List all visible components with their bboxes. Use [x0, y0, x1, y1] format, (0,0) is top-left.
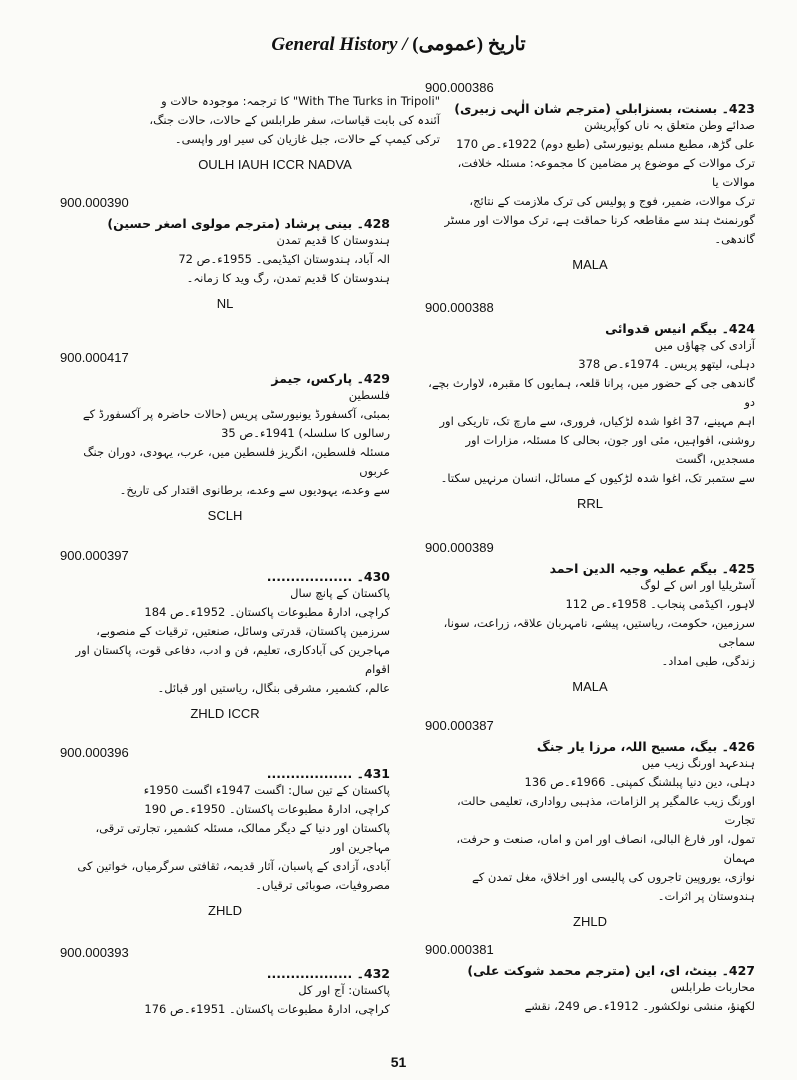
entry-426: [425, 718, 755, 929]
entry-425: [425, 540, 755, 694]
entry-line: گاندھی۔: [714, 232, 755, 246]
entry-line: ہندوستان کا قدیم تمدن، رگ وید کا زمانہ۔: [186, 271, 390, 285]
entry-heading: 426۔ بیگ، مسیح اللہ، مرزا یار جنگ: [536, 739, 755, 754]
entry-line: پاکستان اور دنیا کے دیگر ممالک، مسئلہ کشمیر، تجارتی ترقی، مہاجرین اور: [95, 821, 390, 854]
library-code: ZHLD ICCR: [190, 706, 260, 721]
entry-line: لکھنؤ، منشی نولکشور۔ 1912ء۔ص 249، نقشے: [524, 999, 755, 1013]
header-urdu: تاریخ (عمومی): [412, 34, 526, 55]
entry-line: کراچی، ادارۂ مطبوعات پاکستان۔ 1952ء۔ص 184: [144, 605, 390, 619]
entry-432: [60, 945, 390, 1019]
entry-line: "With The Turks in Tripoli" کا ترجمہ: موجودہ حالات و: [161, 94, 440, 108]
library-code: NL: [216, 296, 234, 311]
entry-line: صدائے وطن متعلق بہ ناں کوآپریشن: [584, 118, 755, 132]
entry-heading: 424۔ بیگم انیس قدوائی: [605, 321, 755, 336]
entry-428: [60, 195, 390, 311]
entry-line: ہندوستان کا قدیم تمدن: [276, 233, 390, 247]
entry-line: مہاجرین کی آبادکاری، تعلیم، فن و ادب، دفاعی قوت، پاکستان اور اقوام: [75, 643, 390, 676]
accession-number: 900.000387: [425, 718, 494, 733]
accession-number: 900.000390: [60, 195, 129, 210]
entry-line: ہندعہد اورنگ زیب میں: [641, 756, 755, 770]
entry-line: گورنمنٹ ہند سے مقاطعہ کرنا حماقت ہے، ترک موالات اور مسٹر: [444, 213, 755, 227]
entry-line: سے ستمبر تک، اغوا شدہ لڑکیوں کے مسائل، انسان مرنہیں سکتا۔: [440, 471, 755, 485]
accession-number: 900.000396: [60, 745, 129, 760]
entry-line: دہلی، لیتھو پریس۔ 1974ء۔ص 378: [578, 357, 755, 371]
library-code: MALA: [572, 257, 608, 272]
entry-line: بمبئی، آکسفورڈ یونیورسٹی پریس (حالات حاضرہ پر آکسفورڈ کے: [82, 407, 390, 421]
header-english: General History /: [271, 34, 408, 55]
page-number: 51: [390, 1054, 407, 1070]
entry-line: زندگی، طبی امداد۔: [661, 654, 755, 668]
entry-line: سرزمین پاکستان، قدرتی وسائل، صنعتیں، ترقیات کے منصوبے،: [96, 624, 390, 638]
accession-number: 900.000388: [425, 300, 494, 315]
entry-line: الہ آباد، ہندوستان اکیڈیمی۔ 1955ء۔ص 72: [178, 252, 390, 266]
entry-line: ترکی کیمپ کے حالات، جبل غازیان کی سیر اور واپسی۔: [174, 132, 440, 146]
entry-line: پاکستان: آج اور کل: [298, 983, 390, 997]
entry-line: لاہور، اکیڈمی پنجاب۔ 1958ء۔ص 112: [565, 597, 755, 611]
entry-heading: 429۔ پارکس، جیمز: [271, 371, 390, 386]
entry-heading: 431۔ ..................: [266, 766, 390, 781]
entry-line: آئندہ کی بابت قیاسات، سفر طرابلس کے حالات، حالات جنگ،: [149, 113, 440, 127]
accession-number: 900.000393: [60, 945, 129, 960]
entry-431: [60, 745, 390, 918]
entry-427: [425, 942, 755, 1016]
entry-line: سے وعدے، یہودیوں سے وعدے، برطانوی اقتدار کی تاریخ۔: [119, 483, 390, 497]
entry-424: [425, 300, 755, 511]
entry-line: محاربات طرابلس: [670, 980, 755, 994]
entry-line: پاکستان کے پانچ سال: [290, 586, 390, 600]
entry-heading: 430۔ ..................: [266, 569, 390, 584]
entry-line: فلسطین: [348, 388, 390, 402]
entry-line: نوازی، یوروپین تاجروں کی پالیسی اور اخلاق، مغل تمدن کے: [472, 870, 755, 884]
entry-line: گاندھی جی کے حضور میں، پرانا قلعہ، ہمایوں کا مقبرہ، لاوارث بچے، دو: [428, 376, 755, 409]
entry-line: عالم، کشمیر، مشرقی بنگال، ریاستیں اور قبائل۔: [157, 681, 390, 695]
entry-line: مصروفیات، صوبائی ترقیاں۔: [255, 878, 390, 892]
entry-heading: 427۔ بینٹ، ای، این (مترجم محمد شوکت علی): [467, 963, 755, 978]
library-code: MALA: [572, 679, 608, 694]
entry-heading: 432۔ ..................: [266, 966, 390, 981]
entry-423: [425, 80, 755, 272]
entry-line: مسئلہ فلسطین، انگریز فلسطین میں، عرب، یہودی، دوران جنگ عربوں: [83, 445, 390, 478]
entry-line: کراچی، ادارۂ مطبوعات پاکستان۔ 1951ء۔ص 176: [144, 1002, 390, 1016]
entry-line: ترک موالات، ضمیر، فوج و پولیس کی ترک ملازمت کے نتائج،: [469, 194, 755, 208]
entry-line: روشنی، افواہیں، مئی اور جون، بحالی کا مسئلہ، مزارات اور مسجدیں، اگست: [465, 433, 755, 466]
library-code: RRL: [576, 496, 603, 511]
accession-number: 900.000397: [60, 548, 129, 563]
entry-heading: 425۔ بیگم عطیہ وجیہ الدین احمد: [549, 561, 755, 576]
entry-line: پاکستان کے تین سال: اگست 1947ء اگست 1950ء: [143, 783, 390, 797]
entry-line: سرزمین، حکومت، ریاستیں، پیشے، نامہربان علاقہ، زراعت، سونا، سماجی: [443, 616, 755, 649]
entry-line: علی گڑھ، مطبع مسلم یونیورسٹی (طبع دوم) 1922ء۔ص 170: [456, 137, 755, 151]
entry-line: رسالوں کا سلسلہ) 1941ء۔ص 35: [221, 426, 390, 440]
library-code: ZHLD: [573, 914, 607, 929]
entry-line: دہلی، دین دنیا پبلشنگ کمپنی۔ 1966ء۔ص 136: [524, 775, 755, 789]
page-header: [0, 33, 797, 56]
accession-number: 900.000381: [425, 942, 494, 957]
entry-line: ترک موالات کے موضوع پر مضامین کا مجموعہ: مسئلہ خلافت، موالات یا: [457, 156, 755, 189]
entry-heading: 423۔ بسنت، بسنزابلی (مترجم شان الٰہی زبیری): [454, 101, 755, 116]
entry-line: اہم مہینے، 37 اغوا شدہ لڑکیاں، فروری، سے مارچ تک، تاریکی اور: [439, 414, 755, 428]
entry-line: آزادی کی چھاؤں میں: [654, 338, 755, 352]
entry-430: [60, 548, 390, 721]
entry-line: آبادی، آزادی کے پاسبان، آثار قدیمہ، ثقافتی سرگرمیاں، خواتین کی: [77, 859, 390, 873]
entry-line: ہندوستان پر اثرات۔: [657, 889, 755, 903]
accession-number: 900.000389: [425, 540, 494, 555]
entry-line: اورنگ زیب عالمگیر پر الزامات، مذہبی رواداری، تعلیمی حالت، تجارت: [456, 794, 755, 827]
accession-number: 900.000386: [425, 80, 494, 95]
continuation-entry: [110, 92, 440, 172]
entry-line: تمول، اور فارغ البالی، انصاف اور امن و اماں، صنعت و حرفت، مہمان: [456, 832, 755, 865]
accession-number: 900.000417: [60, 350, 129, 365]
entry-line: آسٹریلیا اور اس کے لوگ: [640, 578, 755, 592]
library-code: SCLH: [207, 508, 243, 523]
entry-429: [60, 350, 390, 523]
library-code: OULH IAUH ICCR NADVA: [198, 157, 352, 172]
library-code: ZHLD: [208, 903, 242, 918]
entry-line: کراچی، ادارۂ مطبوعات پاکستان۔ 1950ء۔ص 190: [144, 802, 390, 816]
entry-heading: 428۔ بینی پرشاد (مترجم مولوی اصغر حسین): [107, 216, 390, 231]
